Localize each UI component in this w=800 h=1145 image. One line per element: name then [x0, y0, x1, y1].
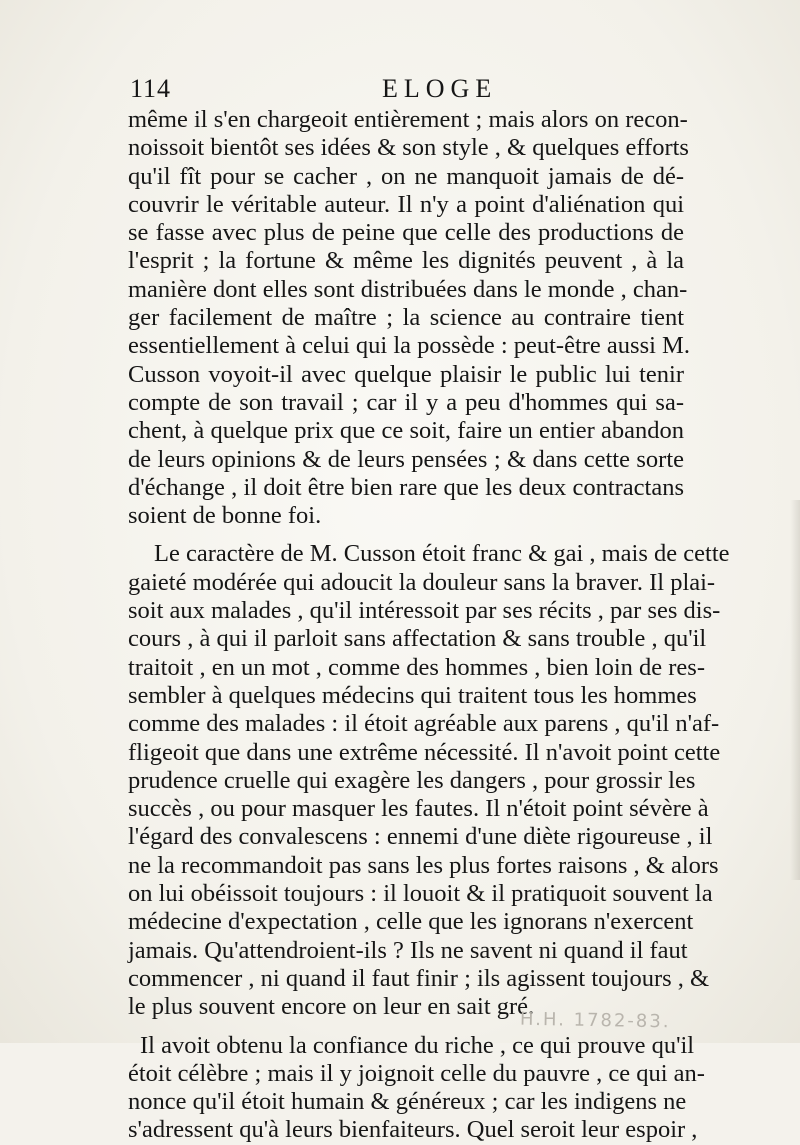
text-line: sembler à quelques médecins qui traitent tous les hommes [128, 681, 697, 709]
text-line: étoit célèbre ; mais il y joignoit celle du pauvre , ce qui an- [128, 1059, 705, 1087]
paragraph-spacer [128, 530, 684, 540]
text-line: l'esprit ; la fortune & même les dignités peuvent , à la [128, 247, 684, 275]
text-line: traitoit , en un mot , comme des hommes , bien loin de res- [128, 653, 705, 681]
text-line: commencer , ni quand il faut finir ; ils agissent toujours , & [128, 964, 710, 992]
page-header [130, 74, 690, 108]
text-line: noissoit bientôt ses idées & son style , & quelques efforts [128, 134, 689, 162]
text-line: nonce qu'il étoit humain & généreux ; car les indigens ne [128, 1088, 687, 1116]
paragraph-2 [128, 540, 730, 1021]
text-line: ne la recommandoit pas sans les plus fortes raisons , & alors [128, 851, 719, 879]
text-line: jamais. Qu'attendroient-ils ? Ils ne savent ni quand il faut [128, 936, 688, 964]
text-line: Le caractère de M. Cusson étoit franc & gai , mais de cette [154, 540, 730, 568]
body-text [128, 106, 730, 1145]
text-line: même il s'en chargeoit entièrement ; mais alors on recon- [128, 106, 688, 133]
text-line: s'adressent qu'à leurs bienfaiteurs. Quel seroit leur espoir , [128, 1116, 698, 1144]
text-line: prudence cruelle qui exagère les dangers , pour grossir les [128, 766, 696, 794]
text-line: ger facilement de maître ; la science au contraire tient [128, 304, 684, 332]
library-shelfmark: H.H. 1782-83. [519, 1008, 671, 1033]
text-line: soient de bonne foi. [128, 502, 322, 530]
text-line: gaieté modérée qui adoucit la douleur sans la braver. Il plai- [128, 568, 716, 596]
text-line: Cusson voyoit-il avec quelque plaisir le public lui tenir [128, 360, 684, 388]
text-line: le plus souvent encore on leur en sait gré. [128, 993, 535, 1021]
text-line: de leurs opinions & de leurs pensées ; & dans cette sorte [128, 445, 684, 473]
page-edge-shadow [790, 500, 800, 880]
text-line: compte de son travail ; car il y a peu d'hommes qui sa- [128, 388, 684, 416]
text-line: soit aux malades , qu'il intéressoit par ses récits , par ses dis- [128, 597, 721, 625]
text-line: fligeoit que dans une extrême nécessité. Il n'avoit point cette [128, 738, 721, 766]
page-number: 114 [130, 74, 172, 103]
text-line: se fasse avec plus de peine que celle des productions de [128, 219, 684, 247]
text-line: couvrir le véritable auteur. Il n'y a point d'aliénation qui [128, 190, 684, 218]
text-line: cours , à qui il parloit sans affectation & sans trouble , qu'il [128, 625, 707, 653]
text-line: chent, à quelque prix que ce soit, faire un entier abandon [128, 417, 684, 445]
text-line: manière dont elles sont distribuées dans le monde , chan- [128, 275, 688, 303]
text-line: l'égard des convalescens : ennemi d'une diète rigoureuse , il [128, 823, 713, 851]
text-line: succès , ou pour masquer les fautes. Il n'étoit point sévère à [128, 795, 709, 823]
paragraph-3 [128, 1031, 705, 1145]
text-line: d'échange , il doit être bien rare que les deux contractans [128, 473, 684, 501]
text-line: qu'il fît pour se cacher , on ne manquoit jamais de dé- [128, 162, 684, 190]
text-line: médecine d'expectation , celle que les ignorans n'exercent [128, 908, 694, 936]
text-line: on lui obéissoit toujours : il louoit & il pratiquoit souvent la [128, 880, 713, 908]
running-head: ELOGE [382, 74, 498, 103]
text-line: Il avoit obtenu la confiance du riche , ce qui prouve qu'il [140, 1031, 695, 1059]
paragraph-1 [128, 106, 690, 530]
text-line: essentiellement à celui qui la possède : peut-être aussi M. [128, 332, 690, 360]
text-line: comme des malades : il étoit agréable aux parens , qu'il n'af- [128, 710, 720, 738]
